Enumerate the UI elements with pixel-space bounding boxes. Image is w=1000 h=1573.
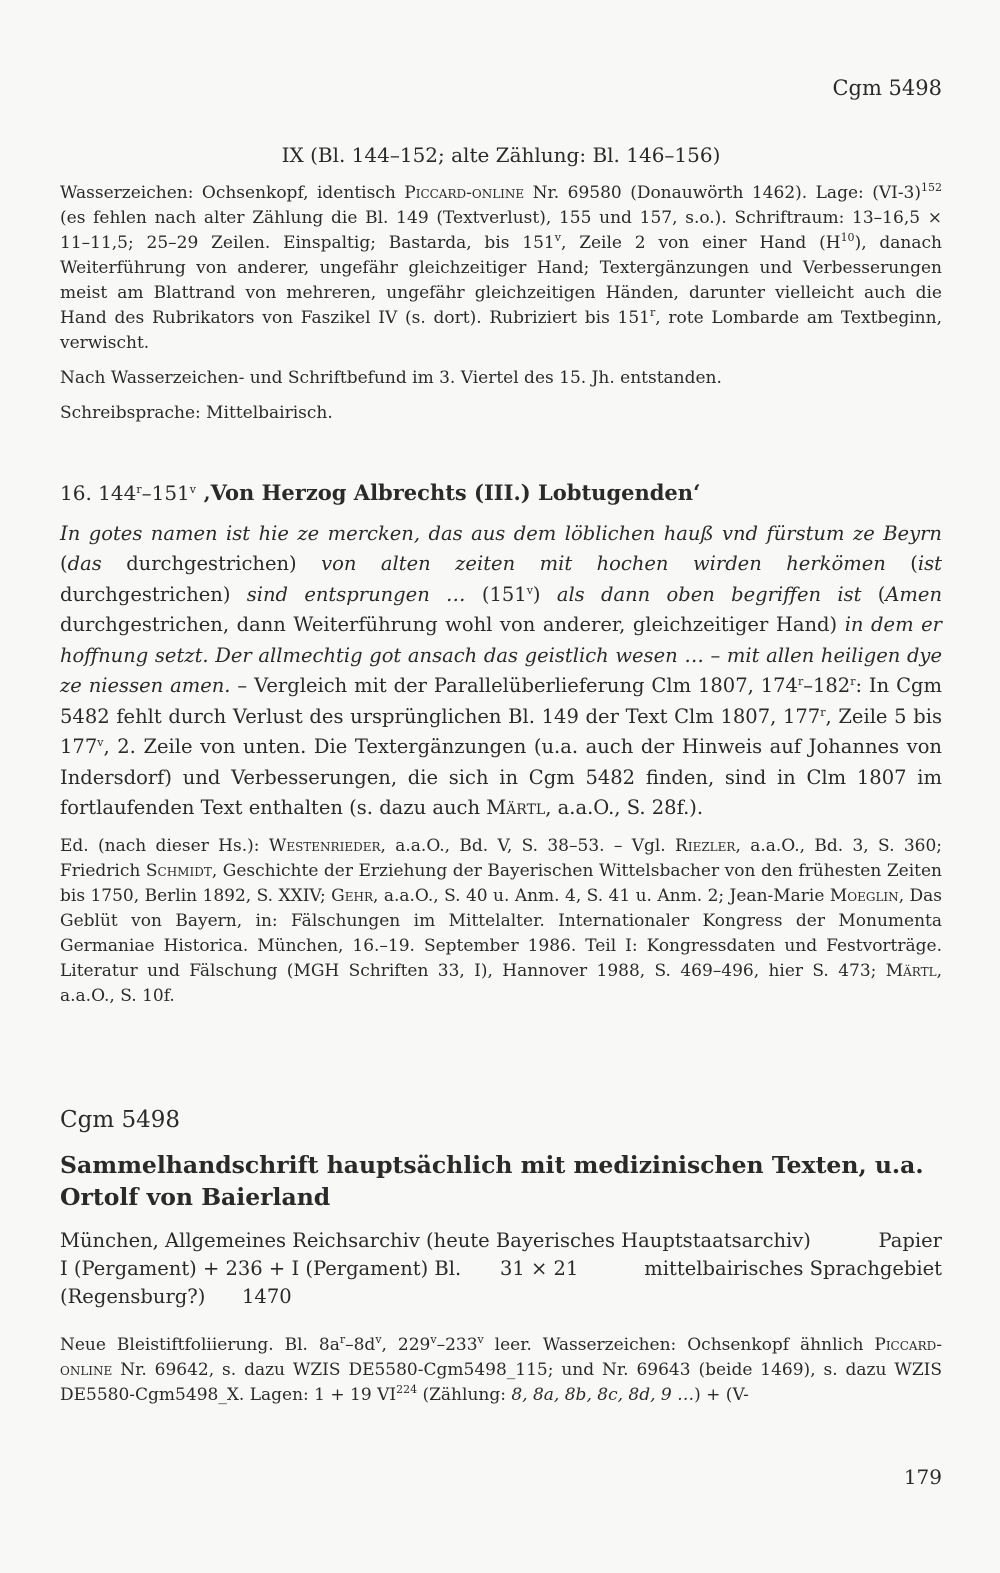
- manuscript-provenance: München, Allgemeines Reichsarchiv (heute Bayerisches Hauptstaatsarchiv): [60, 1229, 811, 1252]
- manuscript-language-area: mittelbairisches Sprachgebiet: [644, 1257, 942, 1280]
- manuscript-format: 31 × 21: [500, 1257, 579, 1280]
- fascicle-dating: Nach Wasserzeichen- und Schriftbefund im 3. Viertel des 15. Jh. entstanden.: [60, 367, 722, 388]
- manuscript-title: Sammelhandschrift hauptsächlich mit medizinischen Texten, u.a. Ortolf von Baierland: [60, 1151, 924, 1211]
- page: [60, 0, 942, 1573]
- running-head: Cgm 5498: [832, 76, 942, 100]
- manuscript-leaves: I (Pergament) + 236 + I (Pergament) Bl.: [60, 1257, 462, 1280]
- page-number: 179: [903, 1465, 942, 1489]
- fascicle-language: Schreibsprache: Mittelbairisch.: [60, 402, 333, 423]
- manuscript-material: Papier: [878, 1229, 942, 1252]
- manuscript-codicology: Neue Bleistiftfoliierung. Bl. $8a^r-8d^v$, 229$^v$–233$^v$ leer. Wasserzeichen: Ochsenkopf ähnlich Piccard-online Nr. 69642, s. dazu WZIS DE5580-Cgm5498_115; und Nr. 69643 (beide 1469), s. dazu WZIS DE5580-Cgm5498_X. Lagen: 1 + 19 VI$^{224}$ (Zählung: 8, 8a, 8b, 8c, 8d, 9 …) + (V-: [60, 1333, 942, 1405]
- manuscript-entry: [60, 1107, 942, 1408]
- manuscript-origin: (Regensburg?): [60, 1285, 206, 1308]
- manuscript-shelfmark: Cgm 5498: [60, 1107, 180, 1133]
- item-16-editions: Ed. (nach dieser Hs.): Westenrieder, a.a.O., Bd. V, S. 38–53. – Vgl. Riezler, a.a.O., Bd. 3, S. 360; Friedrich Schmidt, Geschichte der Erziehung der Bayerischen Wittelsbacher von den frühesten Zeiten bis 1750, Berlin 1892, S. XXIV; Gehr, a.a.O., S. 40 u. Anm. 4, S. 41 u. Anm. 2; Jean-Marie Moeglin, Das Geblüt von Bayern, in: Fälschungen im Mittelalter. Internationaler Kongress der Monumenta Germaniae Historica. München, 16.–19. September 1986. Teil I: Kongressdaten und Festvorträge. Literatur und Fälschung (MGH Schriften 33, I), Hannover 1988, S. 469–496, hier S. 473; Märtl, a.a.O., S. 10f.: [60, 835, 943, 1006]
- manuscript-year: 1470: [242, 1285, 292, 1308]
- fascicle-physical-description: Wasserzeichen: Ochsenkopf, identisch Piccard-online Nr. 69580 (Donauwörth 1462). Lage: $(VI-3)^{152}$ (es fehlen nach alter Zählung die Bl. 149 (Textverlust), 155 und 157, s.o.). Schriftraum: 13–16,5 × 11–11,5; 25–29 Zeilen. Einspaltig; Bastarda, bis 151$^v$, Zeile 2 von einer Hand $(H^{10})$, danach Weiterführung von anderer, ungefähr gleichzeitiger Hand; Textergänzungen und Verbesserungen meist am Blattrand von mehreren, ungefähr gleichzeitigen Händen, darunter vielleicht auch die Hand des Rubrikators von Faszikel IV (s. dort). Rubriziert bis 151$^r$, rote Lombarde am Textbeginn, verwischt.: [60, 180, 943, 353]
- item-16-text: In gotes namen ist hie ze mercken, das aus dem löblichen hauß vnd fürstum ze Beyrn (das durchgestrichen) von alten zeiten mit hochen wirden herkömen (ist durchgestrichen) sind entsprungen … (151$^v$) als dann oben begriffen ist (Amen durchgestrichen, dann Weiterführung wohl von anderer, gleichzeitiger Hand) in dem er hoffnung setzt. Der allmechtig got ansach das geistlich wesen … – mit allen heiligen dye ze niessen amen. – Vergleich mit der Parallelüberlieferung Clm 1807, 174$^r$–182$^r$: In Cgm 5482 fehlt durch Verlust des ursprünglichen Bl. 149 der Text Clm 1807, 177$^r$, Zeile 5 bis 177$^v$, 2. Zeile von unten. Die Textergänzungen (u.a. auch der Hinweis auf Johannes von Indersdorf) und Verbesserungen, die sich in Cgm 5482 finden, sind in Clm 1807 im fortlaufenden Text enthalten (s. dazu auch Märtl, a.a.O., S. 28f.).: [60, 521, 943, 819]
- item-16: [60, 480, 942, 1009]
- fascicle-heading: IX (Bl. 144–152; alte Zählung: Bl. 146–156): [281, 143, 721, 167]
- manuscript-metadata: [60, 1227, 942, 1311]
- fascicle-description: [60, 142, 942, 426]
- item-16-heading: 16. 144$^r$–151$^v$ ‚Von Herzog Albrechts (III.) Lobtugenden‘: [60, 480, 701, 505]
